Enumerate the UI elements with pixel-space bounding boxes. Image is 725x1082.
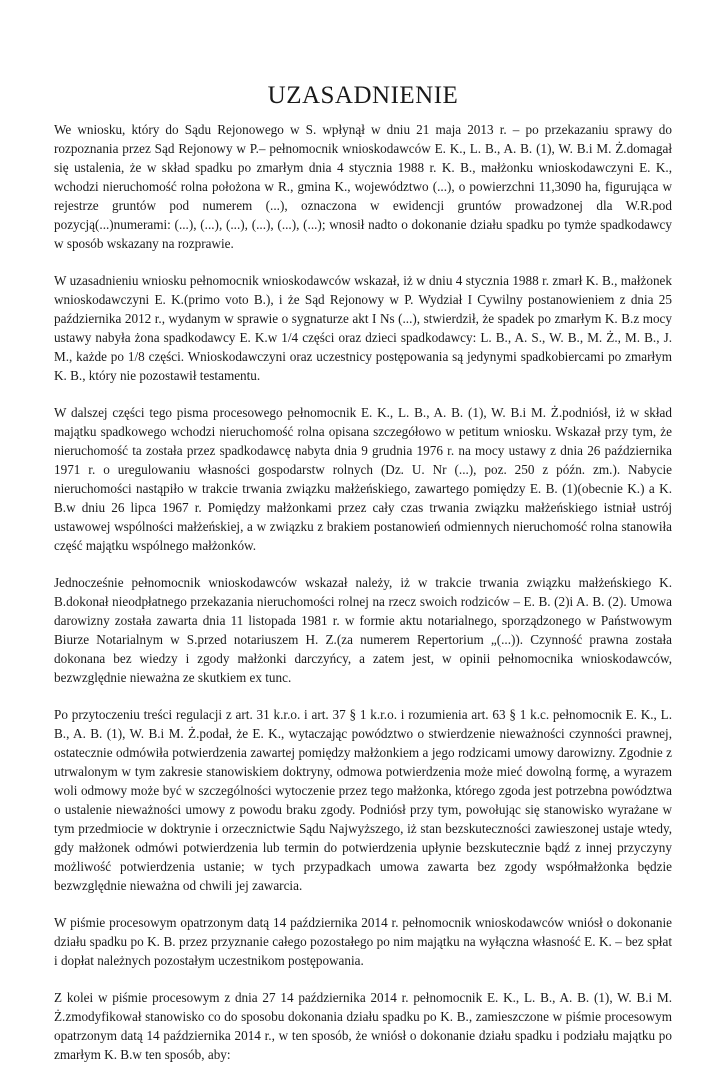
document-title: UZASADNIENIE <box>267 82 459 109</box>
paragraph-regulacje-prawne: Po przytoczeniu treści regulacji z art. 31 k.r.o. i art. 37 § 1 k.r.o. i rozumienia art. 63 § 1 k.c. pełnomocnik E. K., L. B., A. B. (1), W. B.i M. Ż.podał, że E. K., wytaczając powództwo o stwierdzenie nieważności czynności prawnej, ostatecznie odmówiła potwierdzenia zawartej pomiędzy małżonkiem a jego rodzicami umowy darowizny. Zgodnie z utrwalonym w tym zakresie stanowiskiem doktryny, odmowa potwierdzenia może mieć dowolną formę, a wyrazem woli odmowy może być w szczególności wytoczenie przez tego małżonka, którego zgoda jest potrzebna powództwa o ustalenie nieważności umowy z powodu braku zgody. Podniósł przy tym, powołując się stanowisko wyrażane w tym przedmiocie w doktrynie i orzecznictwie Sądu Najwyższego, iż stan bezskuteczności zawieszonej ustaje wtedy, gdy małżonek odmówi potwierdzenia lub termin do potwierdzenia upłynie bezskutecznie bądź z innej przyczyny możliwość potwierdzenia ustanie; w tych przypadkach umowa zawarta bez zgody współmałżonka będzie bezwzględnie nieważna od chwili jej zawarcia. <box>54 707 672 893</box>
paragraph-wniosek: We wniosku, który do Sądu Rejonowego w S. wpłynął w dniu 21 maja 2013 r. – po przekazaniu sprawy do rozpoznania przez Sąd Rejonowy w P.– pełnomocnik wnioskodawców E. K., L. B., A. B. (1), W. B.i M. Ż.domagał się ustalenia, że w skład spadku po zmarłym dnia 4 stycznia 1988 r. K. B., małżonku wnioskodawczyni E. K., wchodzi nieruchomość rolna położona w R., gmina K., województwo (...), o powierzchni 11,3090 ha, figurująca w rejestrze gruntów pod numerem (...), oznaczona w ewidencji gruntów prowadzonej dla W.R.pod pozycją(...)numerami: (...), (...), (...), (...), (...), (...); wnosił nadto o dokonanie działu spadku po tymże spadkodawcy w sposób wskazany na rozprawie. <box>54 122 672 251</box>
paragraph-uzasadnienie-wniosku: W uzasadnieniu wniosku pełnomocnik wnioskodawców wskazał, iż w dniu 4 stycznia 1988 r. zmarł K. B., małżonek wnioskodawczyni E. K.(primo voto B.), i że Sąd Rejonowy w P. Wydział I Cywilny postanowieniem z dnia 25 października 2012 r., wydanym w sprawie o sygnaturze akt I Ns (...), stwierdził, że spadek po zmarłym K. B.z mocy ustawy nabyła żona spadkodawcy E. K.w 1/4 części oraz dzieci spadkodawcy: L. B., A. S., W. B., M. Ż., M. B., J. M., każde po 1/8 części. Wnioskodawczyni oraz uczestnicy postępowania są jedynymi spadkobiercami po zmarłym K. B., który nie pozostawił testamentu. <box>54 273 672 383</box>
paragraph-darowizna: Jednocześnie pełnomocnik wnioskodawców wskazał należy, iż w trakcie trwania związku małżeńskiego K. B.dokonał nieodpłatnego przekazania nieruchomości rolnej na rzecz swoich rodziców – E. B. (2)i A. B. (2). Umowa darowizny została zawarta dnia 11 listopada 1981 r. w formie aktu notarialnego, sporządzonego w Państwowym Biurze Notarialnym w S.przed notariuszem H. Z.(za numerem Repertorium „(...)). Czynność prawna została dokonana bez wiedzy i zgody małżonki darczyńcy, a zatem jest, w opinii pełnomocnika wnioskodawców, bezwzględnie nieważna ze skutkiem ex tunc. <box>54 575 672 685</box>
paragraph-sklad-majatku: W dalszej części tego pisma procesowego pełnomocnik E. K., L. B., A. B. (1), W. B.i M. Ż.podniósł, iż w skład majątku spadkowego wchodzi nieruchomość rolna opisana szczegółowo w petitum wniosku. Wskazał przy tym, że nieruchomość ta została przez spadkodawcę nabyta dnia 9 grudnia 1976 r. na mocy ustawy z dnia 26 października 1971 r. o uregulowaniu własności gospodarstw rolnych (Dz. U. Nr (...), poz. 250 z późn. zm.). Nabycie nieruchomości nastąpiło w trakcie trwania związku małżeńskiego, zawartego pomiędzy E. B. (1)(obecnie K.) a K. B.w dniu 26 lipca 1967 r. Pomiędzy małżonkami przez cały czas trwania związku małżeńskiego istniał ustrój ustawowej wspólności małżeńskiej, a w związku z brakiem postanowień odmiennych nieruchomość rolna stanowiła część majątku wspólnego małżonków. <box>54 405 672 553</box>
paragraph-pismo-14-pazdziernika: W piśmie procesowym opatrzonym datą 14 października 2014 r. pełnomocnik wnioskodawców wniósł o dokonanie działu spadku po K. B. przez przyznanie całego pozostałego po nim majątku na wyłączna własność E. K. – bez spłat i dopłat należnych pozostałym uczestnikom postępowania. <box>54 915 672 968</box>
paragraph-pismo-27-pazdziernika: Z kolei w piśmie procesowym z dnia 27 14 października 2014 r. pełnomocnik E. K., L. B., A. B. (1), W. B.i M. Ż.zmodyfikował stanowisko co do sposobu dokonania działu spadku po K. B., zamieszczone w piśmie procesowym opatrzonym datą 14 października 2014 r., w ten sposób, że wniósł o dokonanie działu spadku i podziału majątku po zmarłym K. B.w ten sposób, aby: <box>54 990 672 1062</box>
document-page <box>54 78 672 1082</box>
